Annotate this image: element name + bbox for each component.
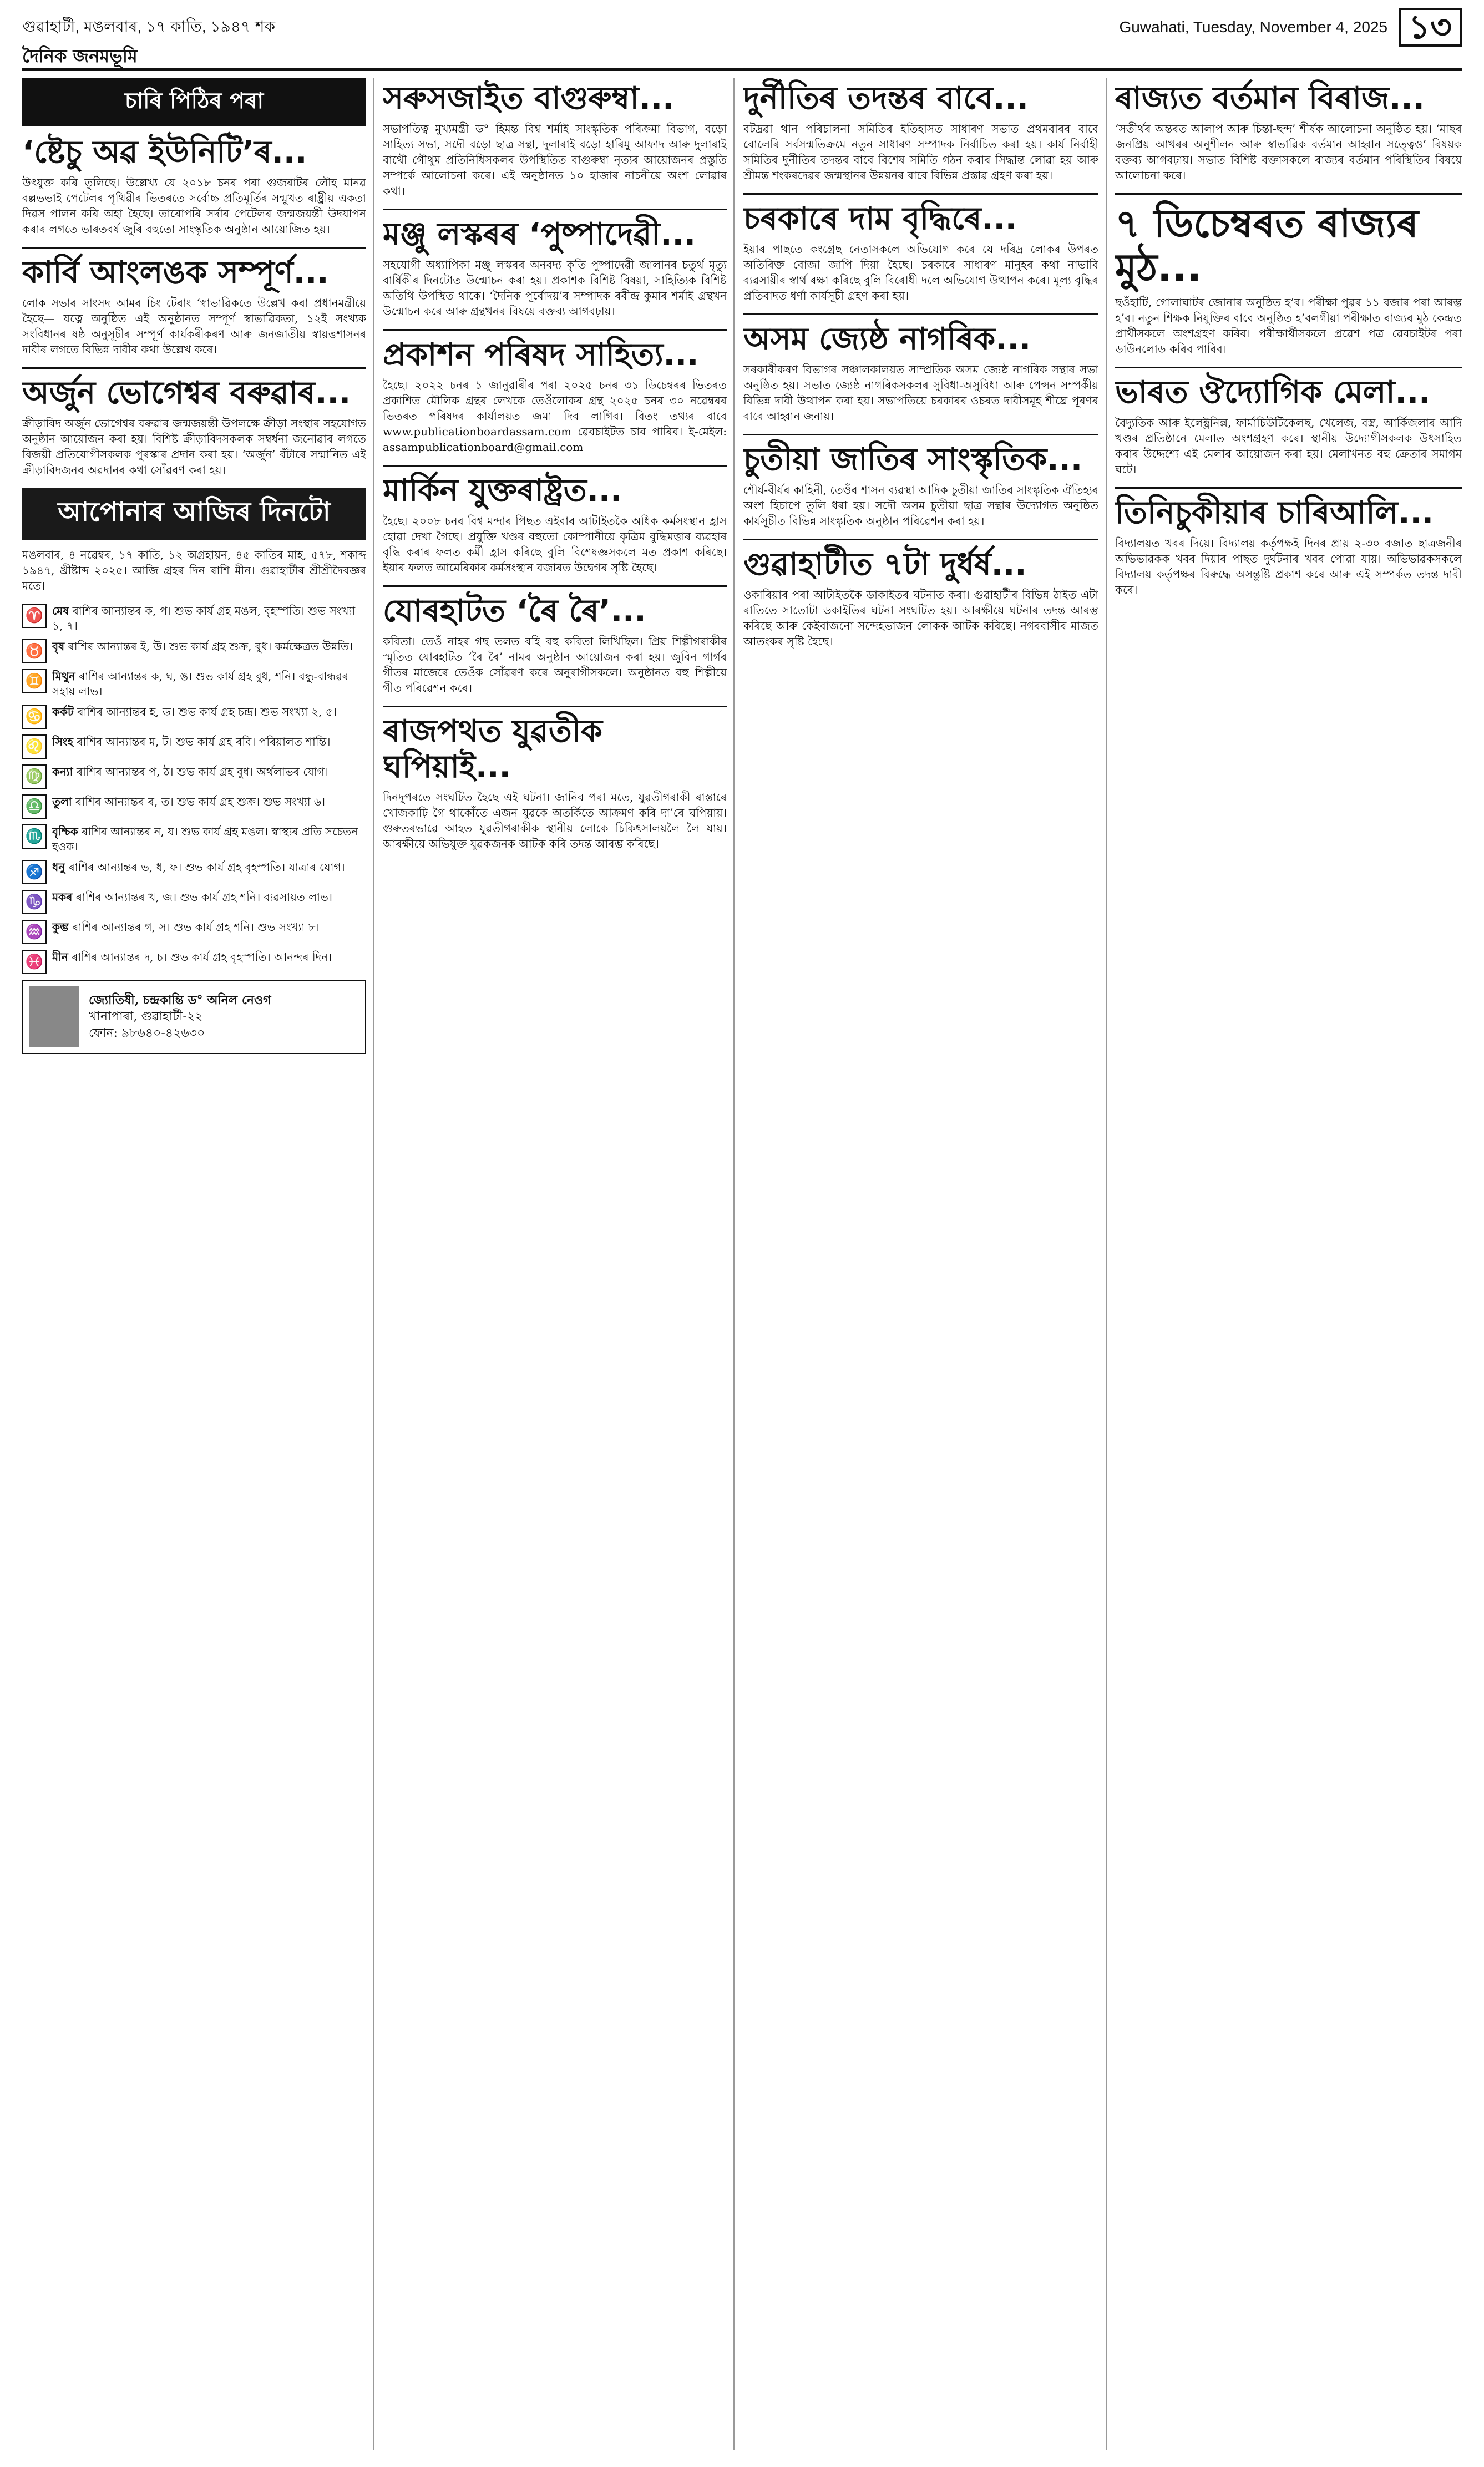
zodiac-icon: ♐ [22, 860, 47, 884]
zodiac-icon: ♎ [22, 794, 47, 819]
zodiac-icon: ♒ [22, 920, 47, 944]
sign-text: ৰাশিৰ আন্যান্তৰ ই, উ। শুভ কাৰ্য গ্ৰহ শুক্ৰ, বুধ। কৰ্মক্ষেত্ৰত উন্নতি। [68, 640, 353, 653]
article-body: সভাপতিত্ব মুখ্যমন্ত্ৰী ড° হিমন্ত বিশ্ব শৰ্মাই সাংস্কৃতিক পৰিক্ৰমা বিভাগ, বড়ো সাহিত্য সভা, সদৌ বড়ো ছাত্ৰ সন্থা, দুলাৰাই বড়ো হাৰিমু আফাদ আৰু দুলাৰাই বাথৌ গৌথুম প্ৰতিনিধিসকলৰ উপস্থিতিত বাগুৰুম্বা নৃত্যৰ আয়োজনৰ প্ৰস্তুতি সম্পৰ্কে আলোচনা কৰে। এই অনুষ্ঠানত ১০ হাজাৰ নাচনীয়ে অংশ লোৱাৰ কথা। [383, 122, 727, 197]
section-banner: চাৰি পিঠিৰ পৰা [22, 78, 366, 126]
column-divider [733, 78, 735, 2450]
zodiac-icon: ♓ [22, 950, 47, 974]
article-headline[interactable]: ‘ষ্টেচু অৱ ইউনিটি’ৰ... [22, 134, 307, 170]
horoscope-item [22, 794, 366, 819]
page-number: ১৩ [1399, 8, 1462, 47]
divider [743, 313, 1098, 315]
zodiac-icon: ♈ [22, 604, 47, 628]
article [383, 473, 727, 575]
sign-name: মকৰ [52, 890, 73, 904]
article-headline[interactable]: ৭ ডিচেম্বৰত ৰাজ্যৰ মুঠ... [1115, 201, 1419, 291]
column-divider [373, 78, 374, 2450]
article [383, 337, 727, 455]
article-headline[interactable]: সৰুসজাইত বাগুৰুম্বা... [383, 80, 675, 116]
article-body: কবিতা। তেওঁ নাহৰ গছ তলত বহি বহু কবিতা লিখিছিল। প্ৰিয় শিল্পীগৰাকীৰ স্মৃতিত যোৰহাটত ‘ৰৈ ৰৈ’ নামৰ অনুষ্ঠান আয়োজন কৰা হয়। জুবিন গাৰ্গৰ গীতৰ মাজেৰে তেওঁক সোঁৱৰণ কৰে অনুৰাগীসকলে। অনুষ্ঠানত বহু শিল্পীয়ে গীত পৰিৱেশন কৰে। [383, 635, 727, 695]
article-body: শৌৰ্য-বীৰ্যৰ কাহিনী, তেওঁৰ শাসন ব্যৱস্থা আদিক চুতীয়া জাতিৰ সাংস্কৃতিক ঐতিহ্যৰ অংশ হিচাপে তুলি ধৰা হয়। সদৌ অসম চুতীয়া ছাত্ৰ সন্থাৰ উদ্যোগত অনুষ্ঠিত কাৰ্যসূচীত বিভিন্ন সাংস্কৃতিক অনুষ্ঠান পৰিৱেশন কৰা হয়। [743, 483, 1098, 528]
divider [22, 367, 366, 369]
sign-text: ৰাশিৰ আন্যান্তৰ প, ঠ। শুভ কাৰ্য গ্ৰহ বুধ। অৰ্থলাভৰ যোগ। [76, 765, 328, 778]
sign-name: বৃষ [52, 640, 65, 653]
horoscope-item [22, 764, 366, 789]
article-headline[interactable]: চুতীয়া জাতিৰ সাংস্কৃতিক... [743, 442, 1083, 478]
header-rule [22, 68, 1462, 71]
article [743, 322, 1098, 424]
sign-text: ৰাশিৰ আন্যান্তৰ হ, ড। শুভ কাৰ্য গ্ৰহ চন্দ্ৰ। শুভ সংখ্যা ২, ৫। [77, 705, 337, 718]
sign-name: কন্যা [52, 765, 73, 778]
sign-name: ধনু [52, 860, 65, 874]
horoscope-item [22, 950, 366, 974]
sign-text: ৰাশিৰ আন্যান্তৰ ৰ, ত। শুভ কাৰ্য গ্ৰহ শুক্ৰ। শুভ সংখ্যা ৬। [75, 795, 326, 808]
article-headline[interactable]: দুৰ্নীতিৰ তদন্তৰ বাবে... [743, 80, 1029, 116]
left-dateline: গুৱাহাটী, মঙলবাৰ, ১৭ কাতি, ১৯৪৭ শক [22, 17, 276, 35]
article [743, 81, 1098, 183]
astrologer-name: জ্যোতিষী, চন্দ্ৰকান্তি ড° অনিল নেওগ [89, 993, 271, 1007]
horoscope-item [22, 920, 366, 944]
article-headline[interactable]: মাৰ্কিন যুক্তৰাষ্ট্ৰত... [383, 473, 622, 509]
article-body: উৎযুক্ত কৰি তুলিছে। উল্লেখ্য যে ২০১৮ চনৰ পৰা গুজৰাটৰ লৌহ মানৱ বল্লভভাই পেটেলৰ পৃথিৱীৰ ভিতৰতে সৰ্বোচ্চ প্ৰতিমূৰ্তিৰ সন্মুখত ৰাষ্ট্ৰীয় একতা দিৱস পালন কৰি অহা হৈছে। তাৰোপৰি সৰ্দাৰ পেটেলৰ জন্মজয়ন্তী উদযাপন কৰাৰ লগতে ভাৰতবৰ্ষ জুৰি বহুতো সাংস্কৃতিক অনুষ্ঠান আয়োজিত হয়। [22, 176, 366, 236]
article-body: লোক সভাৰ সাংসদ আমৰ চিং টেৰাং ‘স্বাভাৱিকতে উল্লেখ কৰা প্ৰধানমন্ত্ৰীয়ে হৈছে— যত্নে অনুষ্ঠিত এই অনুষ্ঠানত সম্পূৰ্ণ স্বাভাৱিকতা, ১২ই সংখ্যক সংবিধানৰ ষষ্ঠ অনুসূচীৰ সম্পূৰ্ণ কাৰ্যকৰীকৰণ আৰু জনজাতীয় স্বায়ত্তশাসনৰ দাবীৰ লগতে বিভিন্ন দাবীৰ কথা উল্লেখ কৰে। [22, 296, 366, 356]
article-headline[interactable]: অসম জ্যেষ্ঠ নাগৰিক... [743, 321, 1031, 357]
sign-name: বৃশ্চিক [52, 825, 78, 838]
sign-text: ৰাশিৰ আন্যান্তৰ ভ, ধ, ফ। শুভ কাৰ্য গ্ৰহ বৃহস্পতি। যাত্ৰাৰ যোগ। [68, 860, 345, 874]
article [743, 547, 1098, 649]
article [743, 201, 1098, 303]
divider [383, 706, 727, 707]
divider [383, 585, 727, 587]
article [1115, 81, 1462, 183]
article [22, 255, 366, 357]
sign-name: মেষ [52, 604, 69, 617]
divider [1115, 367, 1462, 368]
sign-text: ৰাশিৰ আন্যান্তৰ গ, স। শুভ কাৰ্য গ্ৰহ শনি। শুভ সংখ্যা ৮। [72, 920, 320, 934]
article-body: সৰকাৰীকৰণ বিভাগৰ সঞ্চালকালয়ত সাম্প্ৰতিক অসম জ্যেষ্ঠ নাগৰিক সন্থাৰ সভা অনুষ্ঠিত হয়। সভাত জ্যেষ্ঠ নাগৰিকসকলৰ সুবিধা-অসুবিধা আৰু পেন্সন সম্পৰ্কীয় বিভিন্ন দাবী উত্থাপন কৰা হয়। সভাপতিয়ে চৰকাৰৰ ওচৰত দাবীসমূহ শীঘ্ৰে পূৰণৰ বাবে আহ্বান জনায়। [743, 363, 1098, 423]
article-headline[interactable]: ৰাজ্যত বৰ্তমান বিৰাজ... [1115, 80, 1425, 116]
sign-name: কুম্ভ [52, 920, 69, 934]
zodiac-icon: ♌ [22, 734, 47, 759]
horoscope-box [22, 488, 366, 1054]
sign-text: ৰাশিৰ আন্যান্তৰ ক, প। শুভ কাৰ্য গ্ৰহ মঙল, বৃহস্পতি। শুভ সংখ্যা ১, ৭। [52, 604, 356, 632]
article-body: সহযোগী অধ্যাপিকা মঞ্জু লস্কৰৰ অনবদ্য কৃতি পুষ্পাদেৱী জালানৰ চতুৰ্থ মৃত্যু বাৰ্ষিকীৰ দিনটোত উন্মোচন কৰা হয়। প্ৰকাশক বিশিষ্ট বিষয়া, সাহিত্যিক বিশিষ্ট অতিথি উপস্থিত থাকে। ‘দৈনিক পূৰ্বোদয়’ৰ সম্পাদক ৰবীন্দ্ৰ কুমাৰ শৰ্মাই গ্ৰন্থখন উন্মোচন কৰে আৰু গ্ৰন্থখনৰ বিষয়ে বক্তব্য আগবঢ়ায়। [383, 258, 727, 318]
astrologer-box [22, 980, 366, 1054]
column-2 [383, 78, 727, 2450]
article-body: হৈছে। ২০২২ চনৰ ১ জানুৱাৰীৰ পৰা ২০২৫ চনৰ ৩১ ডিচেম্বৰৰ ভিতৰত প্ৰকাশিত মৌলিক গ্ৰন্থৰ লেখকে তেওঁলোকৰ গ্ৰন্থ ২০২৫ চনৰ ৩০ নৱেম্বৰৰ ভিতৰত পৰিষদৰ কাৰ্যালয়ত জমা দিব লাগিব। বিতং তথ্যৰ বাবে www.publicationboardassam.com ৱেবচাইটত চাব পাৰিব। ই-মেইল: assampublicationboard@gmail.com [383, 378, 727, 454]
zodiac-icon: ♋ [22, 705, 47, 729]
sign-text: ৰাশিৰ আন্যান্তৰ ক, ঘ, ঙ। শুভ কাৰ্য গ্ৰহ বুধ, শনি। বন্ধু-বান্ধৱৰ সহায় লাভ। [52, 670, 349, 698]
astrologer-phone: ফোন: ৯৮৬৪০-৪২৬৩০ [89, 1026, 205, 1040]
divider [383, 465, 727, 467]
article [383, 217, 727, 319]
article-body: হৈছে। ২০০৮ চনৰ বিশ্ব মন্দাৰ পিছত এইবাৰ আটাইতকৈ অধিক কৰ্মসংস্থান হ্ৰাস হোৱা দেখা গৈছে। প্ৰযুক্তি খণ্ডৰ বহুতো কোম্পানীয়ে কৃত্ৰিম বুদ্ধিমত্তাৰ ব্যৱহাৰ বৃদ্ধি কৰাৰ ফলত কৰ্মী হ্ৰাস কৰিছে বুলি বিশেষজ্ঞসকলে মত প্ৰকাশ কৰিছে। ইয়াৰ ফলত আমেৰিকাৰ কৰ্মসংস্থান বজাৰত উদ্বেগৰ সৃষ্টি হৈছে। [383, 514, 727, 574]
article-body: বৈদ্যুতিক আৰু ইলেক্ট্ৰনিক্স, ফাৰ্মাচিউটিকেলছ, খেলেজ, বস্ত্ৰ, আৰ্কিজলাৰ আদি খণ্ডৰ প্ৰতিষ্ঠানে মেলাত অংশগ্ৰহণ কৰে। স্থানীয় উদ্যোগীসকলক উৎসাহিত কৰাৰ উদ্দেশ্যে এই মেলাৰ আয়োজন কৰা হয়। মেলাখনত বহু ক্ৰেতাৰ সমাগম ঘটে। [1115, 416, 1462, 476]
article-headline[interactable]: কাৰ্বি আংলঙক সম্পূৰ্ণ... [22, 255, 329, 291]
top-line [22, 8, 1462, 45]
sign-name: কৰ্কট [52, 705, 74, 718]
horoscope-title: আপোনাৰ আজিৰ দিনটো [22, 488, 366, 540]
article-headline[interactable]: মঞ্জু লস্কৰৰ ‘পুষ্পাদেৱী... [383, 216, 696, 252]
article-headline[interactable]: ৰাজপথত যুৱতীক ঘপিয়াই... [383, 713, 602, 785]
horoscope-intro: মঙলবাৰ, ৪ নৱেম্বৰ, ১৭ কাতি, ১২ অগ্ৰহায়ন, ৪৫ কাতিৰ মাহ, ৫৭৮, শকাব্দ ১৯৪৭, খ্ৰীষ্টাব্দ ২০২৫। আজি গ্ৰহৰ দিন ৰাশি মীন। গুৱাহাটীৰ শ্ৰীশ্ৰীদৈবজ্ঞৰ মতে। [22, 548, 366, 592]
astrologer-photo [29, 986, 79, 1047]
article-headline[interactable]: চৰকাৰে দাম বৃদ্ধিৰে... [743, 201, 1017, 237]
article [22, 135, 366, 237]
column-1 [22, 78, 366, 2450]
horoscope-item [22, 734, 366, 759]
zodiac-icon: ♊ [22, 669, 47, 693]
article-body: ছওঁহাটি, গোলাঘাটৰ জোনাৰ অনুষ্ঠিত হ’ব। পৰীক্ষা পুৱৰ ১১ বজাৰ পৰা আৰম্ভ হ’ব। নতুন শিক্ষক নিযুক্তিৰ বাবে অনুষ্ঠিত হ’বলগীয়া পৰীক্ষাত ৰাজ্যৰ মুঠ কেন্দ্ৰত প্ৰাৰ্থীসকলে অংশগ্ৰহণ কৰিব। পৰীক্ষাৰ্থীসকলে প্ৰৱেশ পত্ৰ ৱেবচাইটৰ পৰা ডাউনলোড কৰিব পাৰিব। [1115, 296, 1462, 356]
divider [743, 193, 1098, 195]
article [383, 81, 727, 199]
horoscope-list [22, 604, 366, 974]
article-headline[interactable]: গুৱাহাটীত ৭টা দুৰ্ধৰ্ষ... [743, 546, 1027, 582]
astrologer-address: খানাপাৰা, গুৱাহাটী-২২ [89, 1010, 203, 1024]
article-body: বটদ্ৰৱা থান পৰিচালনা সমিতিৰ ইতিহাসত সাধাৰণ সভাত প্ৰথমবাৰৰ বাবে বোলেৰি সৰ্বসন্মতিক্ৰমে নতুন সাধাৰণ সম্পাদক নিৰ্বাচিত কৰা হয়। কাৰ্য নিৰ্বাহী সমিতিৰ দুৰ্নীতিৰ তদন্তৰ বাবে বিশেষ সমিতি গঠন কৰাৰ সিদ্ধান্ত লোৱা হয় আৰু শ্ৰীমন্ত শংকৰদেৱৰ জন্মস্থানৰ উন্নয়নৰ বাবে বিভিন্ন প্ৰস্তাৱ গ্ৰহণ কৰা হয়। [743, 122, 1098, 182]
horoscope-item [22, 824, 366, 854]
article-headline[interactable]: যোৰহাটত ‘ৰৈ ৰৈ’... [383, 593, 646, 629]
article-headline[interactable]: ভাৰত ঔদ্যোগিক মেলা... [1115, 374, 1431, 411]
article-body: ক্ৰীড়াবিদ অৰ্জুন ভোগেশ্বৰ বৰুৱাৰ জন্মজয়ন্তী উপলক্ষে ক্ৰীড়া সংস্থাৰ সহযোগত অনুষ্ঠান আয়োজন কৰা হয়। বিশিষ্ট ক্ৰীড়াবিদসকলক সম্বৰ্ধনা জনোৱাৰ লগতে বিজয়ী প্ৰতিযোগীসকলক পুৰস্কাৰ প্ৰদান কৰা হয়। ‘অৰ্জুন’ বঁটাৰে সন্মানিত এই ক্ৰীড়াবিদজনৰ অৱদানৰ কথা সোঁৱৰণ কৰা হয়। [22, 417, 366, 477]
zodiac-icon: ♑ [22, 890, 47, 914]
column-divider [1106, 78, 1107, 2450]
article [1115, 495, 1462, 597]
divider [743, 434, 1098, 435]
article [1115, 201, 1462, 357]
zodiac-icon: ♍ [22, 764, 47, 789]
article-body: বিদ্যালয়ত খবৰ দিয়ে। বিদ্যালয় কৰ্তৃপক্ষই দিনৰ প্ৰায় ২-৩০ বজাত ছাত্ৰজনীৰ অভিভাৱকক খবৰ দিয়াৰ পাছত দুৰ্ঘটনাৰ খবৰ পোৱা যায়। অভিভাৱকসকলে বিদ্যালয় কৰ্তৃপক্ষৰ বিৰুদ্ধে অসন্তুষ্টি প্ৰকাশ কৰে আৰু এই সম্পৰ্কত তদন্ত দাবী কৰে। [1115, 536, 1462, 596]
article [383, 714, 727, 852]
divider [383, 329, 727, 331]
article-body: ওকাৰিয়াৰ পৰা আটাইতকৈ ডাকাইতৰ ঘটনাত কৰা। গুৱাহাটীৰ বিভিন্ন ঠাইত এটা ৰাতিতে সাতোটা ডকাইতিৰ ঘটনা সংঘটিত হয়। আৰক্ষীয়ে ঘটনাৰ তদন্ত আৰম্ভ কৰিছে আৰু কেইবাজনো সন্দেহভাজন লোকক আটক কৰিছে। নগৰবাসীৰ মাজত আতংকৰ সৃষ্টি হৈছে। [743, 588, 1098, 648]
sign-name: মীন [52, 950, 68, 964]
masthead: দৈনিক জনমভূমি [22, 45, 138, 67]
sign-text: ৰাশিৰ আন্যান্তৰ দ, চ। শুভ কাৰ্য গ্ৰহ বৃহস্পতি। আনন্দৰ দিন। [72, 950, 332, 964]
horoscope-item [22, 604, 366, 634]
column-3 [743, 78, 1098, 2450]
article [383, 594, 727, 696]
divider [1115, 487, 1462, 489]
horoscope-item [22, 669, 366, 699]
horoscope-item [22, 890, 366, 914]
article-headline[interactable]: অৰ্জুন ভোগেশ্বৰ বৰুৱাৰ... [22, 375, 351, 411]
sign-name: সিংহ [52, 735, 74, 748]
sign-name: মিথুন [52, 670, 75, 683]
article [1115, 375, 1462, 477]
right-dateline: Guwahati, Tuesday, November 4, 2025 [1119, 18, 1388, 36]
horoscope-item [22, 860, 366, 884]
sign-text: ৰাশিৰ আন্যান্তৰ খ, জ। শুভ কাৰ্য গ্ৰহ শনি। ব্যৱসায়ত লাভ। [75, 890, 333, 904]
divider [743, 539, 1098, 540]
divider [22, 247, 366, 249]
sign-name: তুলা [52, 795, 72, 808]
article-headline[interactable]: তিনিচুকীয়াৰ চাৰিআলি... [1115, 495, 1434, 531]
article [22, 376, 366, 478]
sign-text: ৰাশিৰ আন্যান্তৰ ন, য। শুভ কাৰ্য গ্ৰহ মঙল। স্বাস্থ্যৰ প্ৰতি সচেতন হওক। [52, 825, 358, 853]
article-body: দিনদুপৰতে সংঘটিত হৈছে এই ঘটনা। জানিব পৰা মতে, যুৱতীগৰাকী ৰাস্তাৰে খোজকাঢ়ি গৈ থাকোঁতে এজন যুৱকে অতৰ্কিতে আক্ৰমণ কৰি দা’ৰে ঘপিয়ায়। গুৰুতৰভাৱে আহত যুৱতীগৰাকীক স্থানীয় লোকে চিকিৎসালয়লৈ লৈ যায়। আৰক্ষীয়ে অভিযুক্ত যুৱকজনক আটক কৰি তদন্ত আৰম্ভ কৰিছে। [383, 791, 727, 850]
article [743, 442, 1098, 529]
zodiac-icon: ♉ [22, 639, 47, 663]
sign-text: ৰাশিৰ আন্যান্তৰ ম, ট। শুভ কাৰ্য গ্ৰহ ৰবি। পৰিয়ালত শান্তি। [77, 735, 331, 748]
zodiac-icon: ♏ [22, 824, 47, 849]
article-headline[interactable]: প্ৰকাশন পৰিষদ সাহিত্য... [383, 337, 699, 373]
article-body: ‘সতীৰ্থৰ অন্তৰত আলাপ আৰু চিন্তা-ছন্দ’ শীৰ্ষক আলোচনা অনুষ্ঠিত হয়। ‘মাছৰ জনপ্ৰিয় আখৰৰ অনুশীলন আৰু স্বাভাৱিক বৰ্তমান আহ্বান সত্ত্বেও’ বিষয়ক বক্তব্য আগবঢ়ায়। সভাত বিশিষ্ট বক্তাসকলে ৰাজ্যৰ বৰ্তমান পৰিস্থিতিৰ বিষয়ে আলোচনা কৰে। [1115, 122, 1462, 182]
horoscope-item [22, 705, 366, 729]
divider [383, 209, 727, 210]
divider [1115, 193, 1462, 195]
article-body: ইয়াৰ পাছতে কংগ্ৰেছ নেতাসকলে অভিযোগ কৰে যে দৰিদ্ৰ লোকৰ উপৰত অতিৰিক্ত বোজা জাপি দিয়া হৈছে। চৰকাৰে সাধাৰণ মানুহৰ কথা নাভাবি ব্যৱসায়ীৰ স্বাৰ্থ ৰক্ষা কৰিছে বুলি বিৰোধী দলে অভিযোগ উত্থাপন কৰে। মূল্য বৃদ্ধিৰ প্ৰতিবাদত ধৰ্ণা কাৰ্যসূচী গ্ৰহণ কৰা হয়। [743, 242, 1098, 302]
horoscope-item [22, 639, 366, 663]
column-4 [1115, 78, 1462, 2450]
